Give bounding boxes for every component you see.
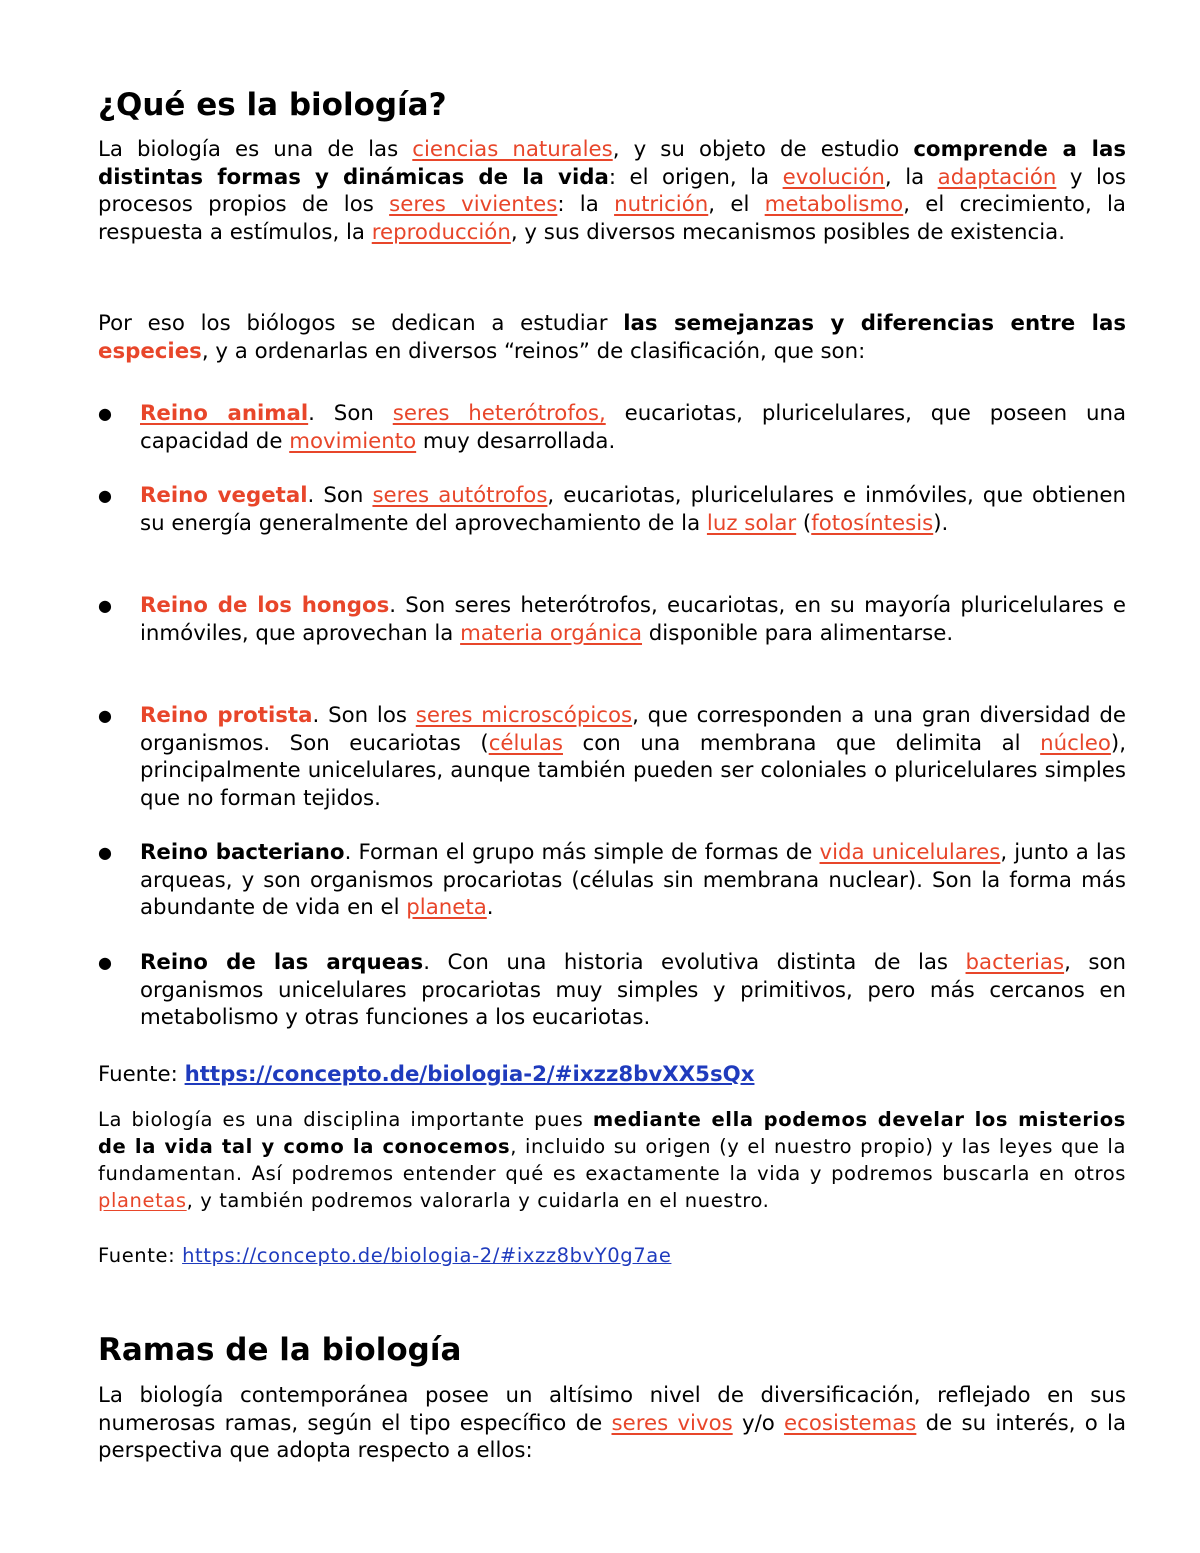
inline-link[interactable]: seres heterótrofos,	[392, 401, 606, 426]
source2-line	[98, 1242, 1126, 1269]
text-run: . Forman el grupo más simple de formas de	[344, 840, 820, 865]
text-run: Por eso los biólogos se dedican a estudiar	[98, 311, 624, 336]
source2-link[interactable]: https://concepto.de/biologia-2/#ixzz8bvY0g7ae	[182, 1244, 672, 1267]
text-run: , y sus diversos mecanismos posibles de existencia.	[510, 219, 1065, 245]
keyword-text: Reino de los hongos	[140, 593, 390, 618]
text-run: La biología contemporánea posee un altísimo nivel de diversificación, reflejado en sus numerosas ramas, según el tipo específico de	[98, 1383, 1126, 1436]
section-title-ramas: Ramas de la biología	[98, 1332, 462, 1368]
text-run: . Son los	[312, 703, 416, 728]
inline-link[interactable]: seres microscópicos	[415, 703, 633, 728]
inline-link[interactable]: adaptación	[937, 164, 1057, 190]
bold-text: comprende a las distintas formas y dinámicas de la vida	[98, 137, 1126, 190]
text-run: , y también podremos valorarla y cuidarla en el nuestro.	[186, 1189, 770, 1212]
inline-link[interactable]: nutrición	[614, 192, 709, 217]
bullet-icon: ●	[98, 843, 112, 862]
text-run: : la	[557, 192, 615, 217]
text-run: : el origen, la	[608, 164, 783, 190]
para2-wrap	[98, 310, 1126, 365]
inline-link[interactable]: bacterias	[965, 950, 1065, 975]
list-item-text	[140, 482, 1126, 537]
inline-link[interactable]: evolución	[782, 164, 885, 190]
inline-link[interactable]: metabolismo	[764, 192, 904, 217]
text-run: , y a ordenarlas en diversos “reinos” de clasificación, que son:	[201, 338, 866, 364]
text-run: . Son	[307, 483, 373, 508]
inline-link[interactable]: fotosíntesis	[811, 510, 934, 536]
source1	[98, 1061, 1126, 1089]
list-item-text	[140, 702, 1126, 812]
inline-link[interactable]: materia orgánica	[460, 620, 643, 646]
keyword-text: Reino vegetal	[140, 483, 308, 508]
text-run: disponible para alimentarse.	[642, 620, 954, 646]
text-run: La biología es una de las	[98, 137, 413, 162]
text-run: ), principalmente unicelulares, aunque también pueden ser coloniales o pluricelulares simples que no forman tejidos.	[140, 730, 1127, 811]
text-run: ).	[933, 510, 949, 536]
para3-wrap	[98, 1106, 1126, 1214]
ramas-intro-paragraph	[98, 1382, 1126, 1465]
list-item-text	[140, 400, 1126, 455]
importance-paragraph	[98, 1106, 1126, 1214]
source1-line	[98, 1061, 1126, 1089]
text-run: (	[796, 510, 812, 536]
text-run: de su interés, o la perspectiva que adopta respecto a ellos:	[98, 1410, 1127, 1463]
bullet-icon: ●	[98, 486, 112, 505]
bold-text: Reino bacteriano	[140, 840, 345, 865]
list-item-text	[140, 839, 1126, 922]
inline-link[interactable]: vida unicelulares	[819, 840, 1001, 865]
text-run: y/o	[732, 1410, 785, 1436]
inline-link[interactable]: ciencias naturales	[412, 137, 613, 162]
list-item-reino-vegetal	[98, 482, 1126, 537]
bullet-icon: ●	[98, 953, 112, 972]
inline-link[interactable]: células	[488, 730, 563, 756]
inline-link[interactable]: planetas	[98, 1189, 187, 1212]
source1-link[interactable]: https://concepto.de/biologia-2/#ixzz8bvXX5sQx	[184, 1062, 755, 1087]
inline-link[interactable]: seres autótrofos	[372, 483, 548, 508]
bold-text: las semejanzas y diferencias entre las	[623, 311, 1126, 336]
bold-text: Reino de las arqueas	[140, 950, 424, 975]
text-run: .	[486, 895, 494, 920]
inline-link[interactable]: núcleo	[1040, 730, 1111, 756]
text-run: , son organismos unicelulares procariotas muy simples y primitivos, pero más cercanos en metabolismo y otras funciones a los eucariotas.	[140, 950, 1126, 1030]
list-item-text	[140, 949, 1126, 1032]
keyword-text: especies	[98, 338, 202, 364]
text-run: y los procesos propios de los	[98, 164, 1126, 217]
text-run: , eucariotas, pluricelulares e inmóviles, que obtienen su energía generalmente del aprovechamiento de la	[140, 483, 1126, 536]
list-item-reino-hongos	[98, 592, 1126, 647]
intro-paragraph	[98, 136, 1126, 246]
inline-link[interactable]: planeta	[406, 895, 487, 920]
text-run: , el crecimiento, la respuesta a estímulos, la	[98, 192, 1126, 245]
inline-link[interactable]: seres vivos	[611, 1410, 733, 1436]
keyword-text[interactable]: Reino animal	[140, 401, 309, 426]
kingdoms-intro-paragraph	[98, 310, 1126, 365]
bold-text: mediante ella podemos develar los misterios de la vida tal y como la conocemos	[98, 1108, 1126, 1158]
list-item-reino-protista	[98, 702, 1126, 812]
list-item-text	[140, 592, 1126, 647]
text-run: muy desarrollada.	[416, 428, 616, 454]
inline-link[interactable]: reproducción	[371, 219, 511, 245]
text-run: . Son	[308, 401, 393, 426]
text-run: , y su objeto de estudio	[612, 137, 914, 162]
list-item-reino-arqueas	[98, 949, 1126, 1032]
keyword-text: Reino protista	[140, 703, 313, 728]
inline-link[interactable]: seres vivientes	[389, 192, 558, 217]
text-run: , el	[708, 192, 765, 217]
inline-link[interactable]: ecosistemas	[784, 1410, 917, 1436]
list-item-reino-animal	[98, 400, 1126, 455]
bullet-icon: ●	[98, 596, 112, 615]
text-run: , la	[884, 164, 938, 190]
inline-link[interactable]: movimiento	[289, 428, 417, 454]
inline-link[interactable]: luz solar	[706, 510, 797, 536]
text-run: La biología es una disciplina importante pues	[98, 1108, 593, 1131]
text-run: , junto a las arqueas, y son organismos procariotas (células sin membrana nuclear). Son la forma más abundante de vida en el	[140, 840, 1126, 920]
text-run: . Con una historia evolutiva distinta de las	[423, 950, 966, 975]
text-run: , incluido su origen (y el nuestro propio) y las leyes que la fundamentan. Así podremos entender qué es exactamente la vida y podremos buscarla en otros	[98, 1135, 1126, 1185]
list-item-reino-bacteriano	[98, 839, 1126, 922]
text-run: . Son seres heterótrofos, eucariotas, en su mayoría pluricelulares e inmóviles, que aprovechan la	[140, 593, 1126, 646]
source2-label: Fuente:	[98, 1244, 183, 1267]
bullet-icon: ●	[98, 706, 112, 725]
section2-body	[98, 1382, 1126, 1465]
text-run: eucariotas, pluricelulares, que poseen una capacidad de	[140, 401, 1127, 454]
section1-body	[98, 136, 1126, 246]
source2	[98, 1242, 1126, 1269]
bullet-icon: ●	[98, 404, 112, 423]
source1-label: Fuente:	[98, 1062, 185, 1087]
text-run: con una membrana que delimita al	[562, 730, 1041, 756]
section-title-que-es: ¿Qué es la biología?	[98, 87, 447, 123]
text-run: , que corresponden a una gran diversidad de organismos. Son eucariotas (	[140, 703, 1126, 756]
